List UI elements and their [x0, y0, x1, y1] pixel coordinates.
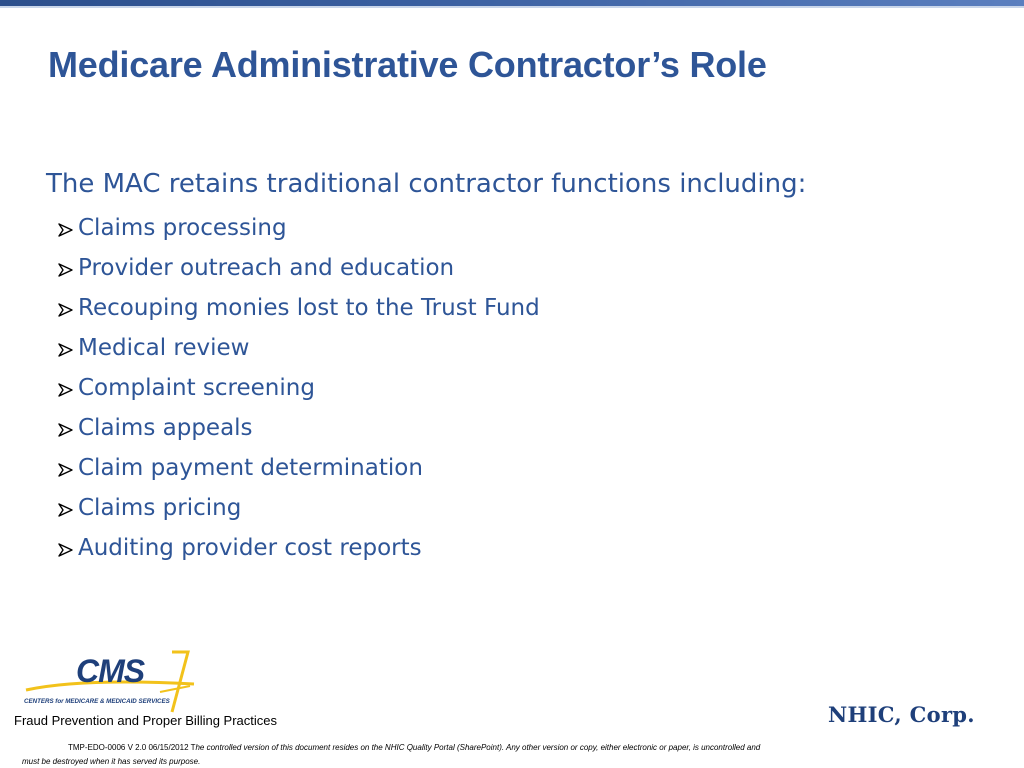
bullet-text: Medical review: [78, 335, 250, 361]
bullet-text: Claims processing: [78, 215, 287, 241]
cms-logo-subtext: CENTERS for MEDICARE & MEDICAID SERVICES: [24, 698, 170, 705]
cms-logo-text: CMS: [76, 653, 145, 689]
bullet-text: Auditing provider cost reports: [78, 535, 422, 561]
arrow-bullet-icon: [58, 263, 73, 277]
bullet-text: Complaint screening: [78, 375, 315, 401]
arrow-bullet-icon: [58, 543, 73, 557]
list-item: [58, 288, 540, 328]
footer-notice-line1: [68, 743, 760, 752]
bullet-list: [58, 208, 540, 568]
list-item: [58, 248, 540, 288]
arrow-bullet-icon: [58, 503, 73, 517]
arrow-bullet-icon: [58, 383, 73, 397]
list-item: [58, 528, 540, 568]
list-item: [58, 448, 540, 488]
bullet-text: Claims appeals: [78, 415, 253, 441]
arrow-bullet-icon: [58, 223, 73, 237]
program-name: Fraud Prevention and Proper Billing Practices: [14, 713, 278, 728]
bullet-text: Provider outreach and education: [78, 255, 455, 281]
list-item: [58, 368, 540, 408]
arrow-bullet-icon: [58, 303, 73, 317]
nhic-logo: NHIC, Corp.: [828, 702, 975, 727]
arrow-bullet-icon: [58, 423, 73, 437]
top-accent-line: [0, 6, 1024, 8]
slide-title: Medicare Administrative Contractor’s Role: [48, 44, 767, 85]
footer-notice-line2: must be destroyed when it has served its purpose.: [22, 757, 201, 766]
notice-text: he controlled version of this document resides on the NHIC Quality Portal (SharePoint). Any other version or copy, either electronic or paper, is uncontrolled and: [195, 743, 761, 752]
bullet-text: Recouping monies lost to the Trust Fund: [78, 295, 540, 321]
list-item: [58, 208, 540, 248]
list-item: [58, 408, 540, 448]
arrow-bullet-icon: [58, 343, 73, 357]
bullet-text: Claim payment determination: [78, 455, 423, 481]
intro-text: The MAC retains traditional contractor functions including:: [46, 169, 807, 199]
list-item: [58, 328, 540, 368]
bullet-text: Claims pricing: [78, 495, 242, 521]
list-item: [58, 488, 540, 528]
arrow-bullet-icon: [58, 463, 73, 477]
doc-id: TMP-EDO-0006 V 2.0 06/15/2012 T: [68, 743, 196, 752]
cms-logo: [22, 648, 197, 714]
